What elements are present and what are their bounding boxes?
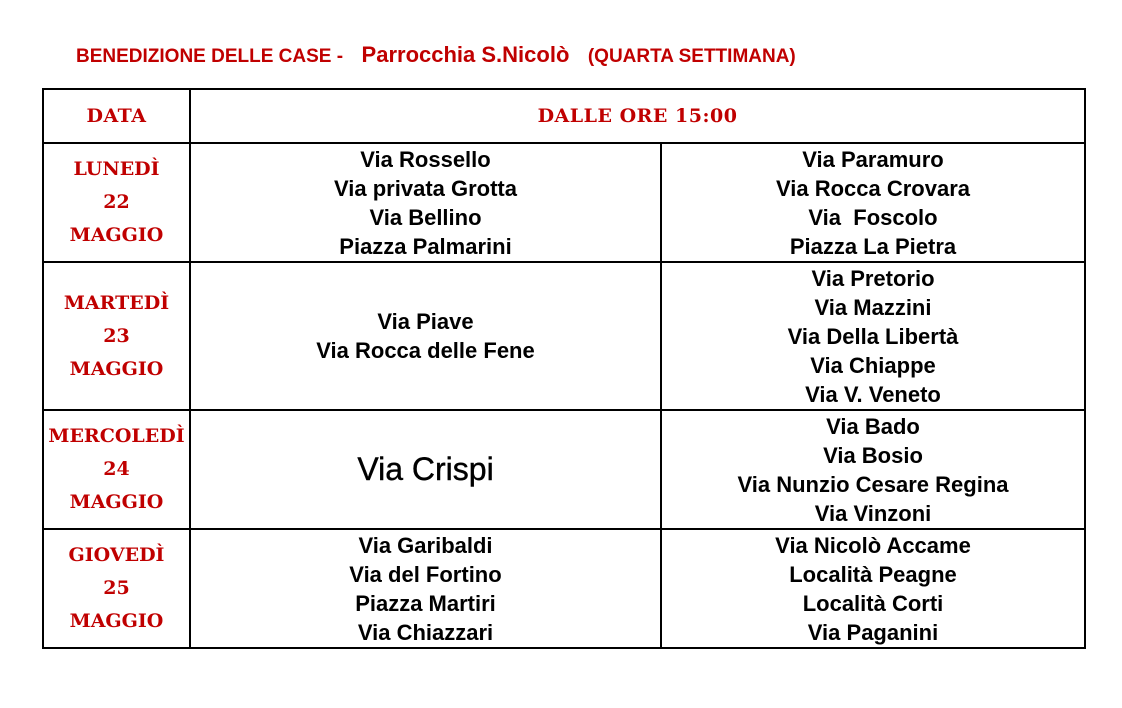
- street: Via Chiazzari: [357, 619, 494, 645]
- month-name: MAGGIO: [69, 491, 164, 513]
- street: Via Bado: [826, 413, 920, 439]
- date-cell: [43, 529, 190, 648]
- table-row: [43, 262, 1085, 410]
- streets-right: [661, 410, 1085, 529]
- date-cell: [43, 143, 190, 262]
- day-name: LUNEDÌ: [73, 158, 160, 180]
- streets-right: [661, 262, 1085, 410]
- streets-left: [190, 410, 661, 529]
- street: Piazza La Pietra: [789, 233, 957, 259]
- street: Località Peagne: [789, 561, 957, 587]
- street: Località Corti: [802, 590, 944, 616]
- day-number: 23: [103, 324, 130, 347]
- street: Via Bosio: [823, 442, 923, 468]
- table-row: [43, 410, 1085, 529]
- day-number: 25: [103, 577, 130, 599]
- street: Via Rocca Crovara: [775, 175, 971, 201]
- street: Via Chiappe: [810, 352, 936, 378]
- month-name: MAGGIO: [69, 224, 164, 246]
- title-blessing: BENEDIZIONE DELLE CASE -: [76, 46, 344, 67]
- day-name: MERCOLEDÌ: [48, 425, 185, 447]
- streets-right: [661, 529, 1085, 648]
- street: Via Garibaldi: [358, 532, 493, 558]
- street: Via Mazzini: [814, 294, 932, 320]
- street: Via Nicolò Accame: [775, 532, 971, 558]
- title-parish: Parrocchia S.Nicolò: [361, 42, 570, 67]
- day-number: 24: [103, 458, 130, 480]
- streets-left: [190, 529, 661, 648]
- street: Via Nunzio Cesare Regina: [737, 471, 1009, 497]
- street: Via Foscolo: [808, 204, 938, 230]
- header-time: DALLE ORE 15:00: [190, 89, 1085, 143]
- street: Via Della Libertà: [787, 323, 959, 349]
- table-row: [43, 143, 1085, 262]
- date-cell: [43, 262, 190, 410]
- page-title: [76, 42, 1076, 68]
- street: Via Rocca delle Fene: [316, 338, 535, 363]
- schedule-table: [42, 88, 1086, 649]
- street: Via V. Veneto: [805, 381, 941, 407]
- street: Via Pretorio: [811, 265, 935, 291]
- streets-right: [661, 143, 1085, 262]
- header-date: DATA: [43, 89, 190, 143]
- title-week: (QUARTA SETTIMANA): [587, 46, 796, 67]
- month-name: MAGGIO: [69, 610, 164, 632]
- day-number: 22: [103, 191, 130, 213]
- street: Via Paganini: [807, 619, 939, 645]
- date-cell: [43, 410, 190, 529]
- streets-left: [190, 262, 661, 410]
- street: Piazza Martiri: [355, 590, 496, 616]
- street: Piazza Palmarini: [339, 233, 512, 259]
- streets-left: [190, 143, 661, 262]
- day-name: MARTEDÌ: [63, 291, 170, 314]
- table-header-row: [43, 89, 1085, 143]
- street: Via privata Grotta: [334, 175, 517, 201]
- month-name: MAGGIO: [69, 357, 164, 380]
- day-name: GIOVEDÌ: [68, 544, 165, 566]
- street: Via del Fortino: [349, 561, 502, 587]
- street: Via Bellino: [369, 204, 482, 230]
- street: Via Paramuro: [802, 146, 944, 172]
- street: Via Crispi: [357, 451, 494, 487]
- street: Via Vinzoni: [814, 500, 932, 526]
- street: Via Rossello: [360, 146, 491, 172]
- street: Via Piave: [377, 309, 474, 334]
- table-row: [43, 529, 1085, 648]
